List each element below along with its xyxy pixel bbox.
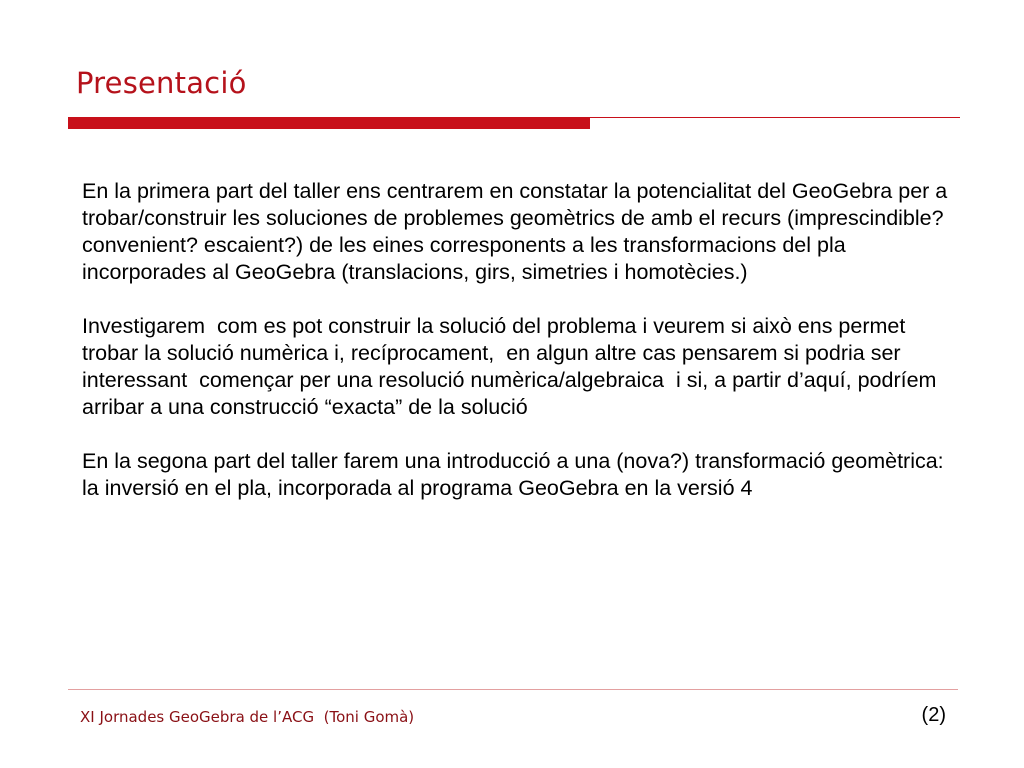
footer-credit: XI Jornades GeoGebra de l’ACG (Toni Gomà) bbox=[80, 708, 415, 726]
page-number: (2) bbox=[921, 704, 946, 726]
footer-divider bbox=[68, 689, 958, 690]
paragraph-2: Investigarem com es pot construir la solució del problema i veurem si això ens permet trobar la solució numèrica i, recíprocament, en algun altre cas pensarem si podria ser interessant començar per una resolució numèrica/algebraica i si, a partir d’aquí, podríem arribar a una construcció “exacta” de la solució bbox=[82, 314, 943, 419]
title-underline-thin bbox=[590, 117, 960, 118]
paragraph-1: En la primera part del taller ens centrarem en constatar la potencialitat del GeoGebra per a trobar/construir les soluciones de problemes geomètrics de amb el recurs (imprescindible? convenient? escaient?) de les eines corresponents a les transformacions del pla incorporades al GeoGebra (translacions, girs, simetries i homotècies.) bbox=[82, 179, 954, 284]
slide-title: Presentació bbox=[76, 66, 247, 100]
title-underline-thick bbox=[68, 117, 590, 129]
slide-body bbox=[82, 178, 962, 529]
paragraph-3: En la segona part del taller farem una introducció a una (nova?) transformació geomètrica: la inversió en el pla, incorporada al programa GeoGebra en la versió 4 bbox=[82, 449, 950, 500]
